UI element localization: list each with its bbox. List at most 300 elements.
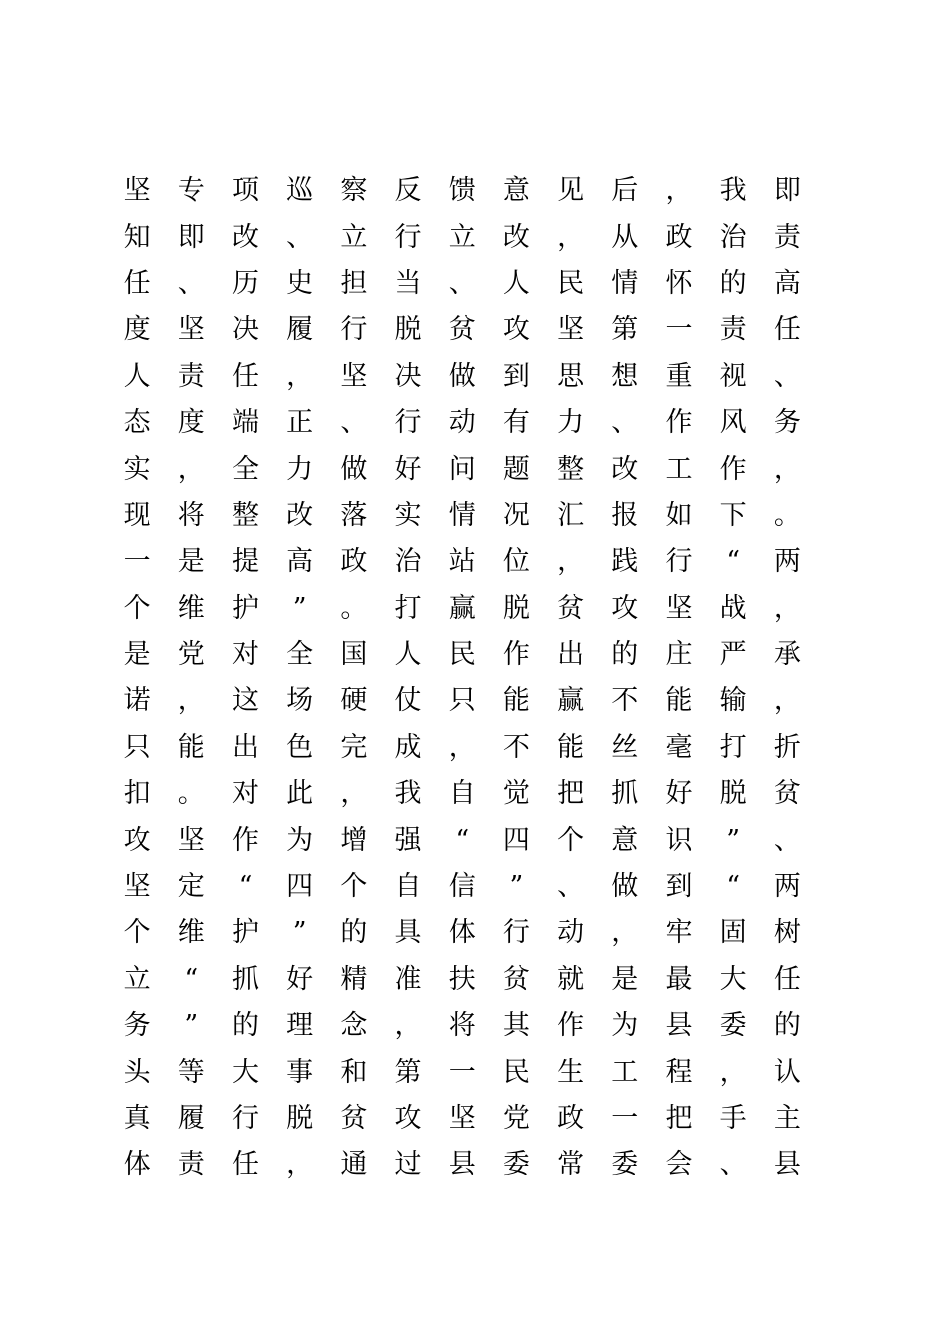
text-char: 当 — [394, 267, 422, 299]
text-char: 提 — [231, 546, 259, 578]
text-char: 硬 — [340, 685, 368, 717]
text-line — [110, 400, 822, 446]
text-char: 仗 — [394, 685, 422, 717]
text-char: 动 — [448, 407, 476, 439]
text-char: 只 — [448, 685, 476, 717]
text-char: 现 — [123, 499, 151, 531]
text-char: 扣 — [123, 778, 151, 810]
text-char: 馈 — [448, 175, 476, 207]
text-char: 、 — [340, 407, 368, 439]
text-char: 能 — [665, 685, 693, 717]
text-char: 战 — [719, 592, 747, 624]
text-char: 认 — [773, 1056, 801, 1088]
text-line — [110, 1049, 822, 1095]
text-char: ， — [286, 360, 314, 392]
text-char: 常 — [557, 1149, 585, 1181]
text-char: 实 — [123, 453, 151, 485]
text-char: 作 — [557, 1010, 585, 1042]
text-char: 报 — [611, 499, 639, 531]
text-char: 真 — [123, 1103, 151, 1134]
text-char: 两 — [773, 546, 801, 578]
text-char: 察 — [340, 175, 368, 207]
text-char: “ — [726, 871, 741, 903]
text-char: 贫 — [448, 314, 476, 346]
text-char: ， — [177, 453, 205, 485]
text-line — [110, 307, 822, 353]
text-char: 项 — [231, 175, 259, 207]
text-char: 意 — [611, 824, 639, 856]
text-char: 好 — [286, 963, 314, 995]
text-char: 巡 — [286, 175, 314, 207]
text-char: ” — [184, 1010, 199, 1042]
text-char: 高 — [286, 546, 314, 578]
text-char: 丝 — [611, 731, 639, 763]
text-char: “ — [184, 963, 199, 995]
text-char: 力 — [286, 453, 314, 485]
text-char: 高 — [773, 267, 801, 299]
text-char: 人 — [123, 360, 151, 392]
text-char: 能 — [502, 685, 530, 717]
text-char: 责 — [177, 360, 205, 392]
text-char: 大 — [231, 1056, 259, 1088]
text-char: 想 — [611, 360, 639, 392]
text-char: 县 — [665, 1010, 693, 1042]
text-char: 作 — [665, 407, 693, 439]
text-line — [110, 493, 822, 539]
text-char: 个 — [123, 917, 151, 949]
text-char: 情 — [611, 267, 639, 299]
text-char: 民 — [502, 1056, 530, 1088]
text-char: 为 — [286, 824, 314, 856]
text-char: 人 — [394, 639, 422, 671]
text-char: 赢 — [448, 592, 476, 624]
text-char: 的 — [773, 1010, 801, 1042]
text-char: 行 — [231, 1103, 259, 1134]
text-char: 好 — [394, 453, 422, 485]
text-char: 改 — [231, 221, 259, 253]
text-line — [110, 354, 822, 400]
text-char: 头 — [123, 1056, 151, 1088]
text-char: 脱 — [719, 778, 747, 810]
text-char: 主 — [773, 1103, 801, 1134]
text-char: 履 — [286, 314, 314, 346]
text-char: 意 — [502, 175, 530, 207]
text-char: 位 — [502, 546, 530, 578]
text-char: 度 — [123, 314, 151, 346]
text-char: 重 — [665, 360, 693, 392]
text-char: 坚 — [177, 314, 205, 346]
text-char: 精 — [340, 963, 368, 995]
text-char: 树 — [773, 917, 801, 949]
text-char: 动 — [557, 917, 585, 949]
text-char: 觉 — [502, 778, 530, 810]
text-char: 等 — [177, 1056, 205, 1088]
text-char: 自 — [394, 871, 422, 903]
text-char: 任 — [773, 314, 801, 346]
text-char: 个 — [123, 592, 151, 624]
text-line — [110, 168, 822, 214]
text-char: 思 — [557, 360, 585, 392]
text-char: 汇 — [557, 499, 585, 531]
text-char: 国 — [340, 639, 368, 671]
text-char: 问 — [448, 453, 476, 485]
text-char: 专 — [177, 175, 205, 207]
text-char: 县 — [773, 1149, 801, 1181]
text-char: 就 — [557, 963, 585, 995]
text-char: 体 — [448, 917, 476, 949]
text-char: 坚 — [448, 1103, 476, 1134]
text-char: 具 — [394, 917, 422, 949]
text-char: 将 — [448, 1010, 476, 1042]
text-char: 其 — [502, 1010, 530, 1042]
text-char: 庄 — [665, 639, 693, 671]
text-char: 的 — [719, 267, 747, 299]
text-char: 理 — [286, 1010, 314, 1042]
text-char: 人 — [502, 267, 530, 299]
text-char: 和 — [340, 1056, 368, 1088]
text-char: 过 — [394, 1149, 422, 1181]
text-char: 抓 — [231, 963, 259, 995]
text-char: 为 — [611, 1010, 639, 1042]
text-char: ， — [611, 917, 639, 949]
text-char: 践 — [611, 546, 639, 578]
text-char: 立 — [123, 963, 151, 995]
text-char: 抓 — [611, 778, 639, 810]
text-line — [110, 678, 822, 724]
text-char: 行 — [665, 546, 693, 578]
text-char: 任 — [123, 267, 151, 299]
text-char: 任 — [231, 360, 259, 392]
text-line — [110, 910, 822, 956]
text-char: 历 — [231, 267, 259, 299]
text-char: 打 — [719, 731, 747, 763]
text-char: 完 — [340, 731, 368, 763]
text-char: 行 — [502, 917, 530, 949]
text-char: 责 — [719, 314, 747, 346]
text-char: 维 — [177, 917, 205, 949]
text-char: 民 — [448, 639, 476, 671]
text-char: 贫 — [340, 1103, 368, 1134]
text-char: 作 — [231, 824, 259, 856]
text-char: 牢 — [665, 917, 693, 949]
text-char: 的 — [611, 639, 639, 671]
text-char: 好 — [665, 778, 693, 810]
text-char: 履 — [177, 1103, 205, 1134]
text-char: 赢 — [557, 685, 585, 717]
text-char: 最 — [665, 963, 693, 995]
text-line — [110, 1142, 822, 1188]
text-char: 我 — [719, 175, 747, 207]
text-char: 个 — [557, 824, 585, 856]
text-char: 只 — [123, 731, 151, 763]
text-char: 我 — [394, 778, 422, 810]
text-char: 输 — [719, 685, 747, 717]
text-char: 整 — [557, 453, 585, 485]
text-char: 、 — [177, 267, 205, 299]
text-char: 贫 — [502, 963, 530, 995]
text-char: 成 — [394, 731, 422, 763]
text-char: 严 — [719, 639, 747, 671]
text-char: 立 — [340, 221, 368, 253]
text-char: ” — [292, 592, 307, 624]
text-char: 两 — [773, 871, 801, 903]
text-char: 、 — [286, 221, 314, 253]
text-char: 工 — [665, 453, 693, 485]
text-char: 如 — [665, 499, 693, 531]
text-char: 政 — [557, 1103, 585, 1134]
text-char: 务 — [773, 407, 801, 439]
text-line — [110, 725, 822, 771]
text-char: 坚 — [123, 175, 151, 207]
text-line — [110, 261, 822, 307]
text-char: 反 — [394, 175, 422, 207]
text-char: 即 — [177, 221, 205, 253]
text-char: ， — [340, 778, 368, 810]
text-char: 准 — [394, 963, 422, 995]
text-char: 改 — [502, 221, 530, 253]
text-char: 委 — [719, 1010, 747, 1042]
text-char: 、 — [773, 824, 801, 856]
text-char: 政 — [665, 221, 693, 253]
text-char: 信 — [448, 871, 476, 903]
text-char: ” — [509, 871, 524, 903]
text-char: 会 — [665, 1149, 693, 1181]
text-char: 全 — [231, 453, 259, 485]
text-char: “ — [455, 824, 470, 856]
text-char: 决 — [394, 360, 422, 392]
text-line — [110, 214, 822, 260]
text-char: 不 — [502, 731, 530, 763]
text-char: 不 — [611, 685, 639, 717]
text-char: 攻 — [502, 314, 530, 346]
text-char: ， — [665, 175, 693, 207]
text-char: 对 — [231, 778, 259, 810]
text-char: 的 — [340, 917, 368, 949]
text-char: 是 — [177, 546, 205, 578]
text-char: 这 — [231, 685, 259, 717]
text-char: “ — [238, 871, 253, 903]
text-char: 。 — [773, 499, 801, 531]
text-char: 事 — [286, 1056, 314, 1088]
text-char: 一 — [448, 1056, 476, 1088]
text-char: 后 — [611, 175, 639, 207]
text-char: 维 — [177, 592, 205, 624]
text-char: 担 — [340, 267, 368, 299]
text-line — [110, 632, 822, 678]
text-char: 度 — [177, 407, 205, 439]
text-char: 手 — [719, 1103, 747, 1134]
text-char: 将 — [177, 499, 205, 531]
text-char: 生 — [557, 1056, 585, 1088]
text-char: 作 — [502, 639, 530, 671]
text-char: 整 — [231, 499, 259, 531]
text-char: 即 — [773, 175, 801, 207]
text-char: 端 — [231, 407, 259, 439]
text-char: 态 — [123, 407, 151, 439]
text-char: 增 — [340, 824, 368, 856]
text-char: 力 — [557, 407, 585, 439]
text-char: 题 — [502, 453, 530, 485]
text-char: 改 — [286, 499, 314, 531]
text-char: 大 — [719, 963, 747, 995]
text-char: ， — [773, 685, 801, 717]
text-char: 贫 — [557, 592, 585, 624]
text-char: ” — [726, 824, 741, 856]
text-char: 攻 — [123, 824, 151, 856]
text-char: 任 — [773, 963, 801, 995]
text-char: 况 — [502, 499, 530, 531]
text-char: 攻 — [611, 592, 639, 624]
text-char: 脱 — [394, 314, 422, 346]
text-char: 到 — [502, 360, 530, 392]
text-char: 民 — [557, 267, 585, 299]
text-char: 责 — [177, 1149, 205, 1181]
text-char: 个 — [340, 871, 368, 903]
text-char: 脱 — [286, 1103, 314, 1134]
text-char: 出 — [231, 731, 259, 763]
text-char: 正 — [286, 407, 314, 439]
text-char: 史 — [286, 267, 314, 299]
text-char: ” — [292, 917, 307, 949]
text-char: 情 — [448, 499, 476, 531]
text-char: ， — [773, 453, 801, 485]
text-char: 落 — [340, 499, 368, 531]
text-char: 攻 — [394, 1103, 422, 1134]
text-char: 程 — [665, 1056, 693, 1088]
text-char: 。 — [177, 778, 205, 810]
text-char: 到 — [665, 871, 693, 903]
text-char: ， — [177, 685, 205, 717]
text-char: 站 — [448, 546, 476, 578]
text-char: 坚 — [665, 592, 693, 624]
text-char: 做 — [448, 360, 476, 392]
text-line — [110, 1003, 822, 1049]
text-char: 有 — [502, 407, 530, 439]
text-char: 四 — [286, 871, 314, 903]
text-char: 的 — [231, 1010, 259, 1042]
text-char: 贫 — [773, 778, 801, 810]
text-char: 行 — [340, 314, 368, 346]
text-char: 、 — [773, 360, 801, 392]
text-char: 把 — [665, 1103, 693, 1134]
text-char: 做 — [611, 871, 639, 903]
text-char: 坚 — [123, 871, 151, 903]
text-char: 固 — [719, 917, 747, 949]
text-line — [110, 539, 822, 585]
text-char: 立 — [448, 221, 476, 253]
text-char: 折 — [773, 731, 801, 763]
text-char: 诺 — [123, 685, 151, 717]
text-char: ， — [719, 1056, 747, 1088]
text-char: 承 — [773, 639, 801, 671]
text-char: 治 — [394, 546, 422, 578]
text-char: 、 — [719, 1149, 747, 1181]
text-char: 任 — [231, 1149, 259, 1181]
text-char: 能 — [557, 731, 585, 763]
text-char: 党 — [177, 639, 205, 671]
text-char: 一 — [665, 314, 693, 346]
text-char: 知 — [123, 221, 151, 253]
text-line — [110, 446, 822, 492]
text-char: 坚 — [177, 824, 205, 856]
text-char: 党 — [502, 1103, 530, 1134]
text-char: ， — [286, 1149, 314, 1181]
text-char: ， — [773, 592, 801, 624]
text-char: 是 — [123, 639, 151, 671]
text-char: 实 — [394, 499, 422, 531]
text-char: 改 — [611, 453, 639, 485]
text-line — [110, 957, 822, 1003]
text-char: 体 — [123, 1149, 151, 1181]
text-char: 行 — [394, 407, 422, 439]
text-char: 坚 — [340, 360, 368, 392]
text-char: 工 — [611, 1056, 639, 1088]
text-char: 作 — [719, 453, 747, 485]
text-char: “ — [726, 546, 741, 578]
text-char: 坚 — [557, 314, 585, 346]
text-char: ， — [557, 546, 585, 578]
text-char: 把 — [557, 778, 585, 810]
text-char: 护 — [231, 592, 259, 624]
text-char: 治 — [719, 221, 747, 253]
text-char: 视 — [719, 360, 747, 392]
text-line — [110, 1096, 822, 1142]
text-char: 色 — [286, 731, 314, 763]
text-char: 念 — [340, 1010, 368, 1042]
text-char: 场 — [286, 685, 314, 717]
text-char: 县 — [448, 1149, 476, 1181]
text-char: 自 — [448, 778, 476, 810]
text-char: 能 — [177, 731, 205, 763]
text-line — [110, 864, 822, 910]
text-char: 出 — [557, 639, 585, 671]
text-char: 识 — [665, 824, 693, 856]
text-char: 强 — [394, 824, 422, 856]
text-char: 毫 — [665, 731, 693, 763]
text-char: 打 — [394, 592, 422, 624]
text-char: 风 — [719, 407, 747, 439]
text-char: ， — [394, 1010, 422, 1042]
text-char: 一 — [611, 1103, 639, 1134]
text-char: 决 — [231, 314, 259, 346]
text-char: 行 — [394, 221, 422, 253]
text-char: 委 — [611, 1149, 639, 1181]
text-char: 。 — [340, 592, 368, 624]
text-char: 、 — [448, 267, 476, 299]
text-char: 对 — [231, 639, 259, 671]
text-char: 委 — [502, 1149, 530, 1181]
text-char: 从 — [611, 221, 639, 253]
text-char: 是 — [611, 963, 639, 995]
text-char: 扶 — [448, 963, 476, 995]
text-char: 责 — [773, 221, 801, 253]
text-char: 四 — [502, 824, 530, 856]
text-char: 定 — [177, 871, 205, 903]
text-char: 此 — [286, 778, 314, 810]
text-char: 怀 — [665, 267, 693, 299]
text-char: 第 — [611, 314, 639, 346]
text-char: 政 — [340, 546, 368, 578]
body-text — [110, 168, 822, 1189]
text-char: 护 — [231, 917, 259, 949]
text-char: ， — [448, 731, 476, 763]
text-line — [110, 586, 822, 632]
text-char: 全 — [286, 639, 314, 671]
text-char: 第 — [394, 1056, 422, 1088]
text-line — [110, 817, 822, 863]
text-char: 通 — [340, 1149, 368, 1181]
text-char: 、 — [557, 871, 585, 903]
